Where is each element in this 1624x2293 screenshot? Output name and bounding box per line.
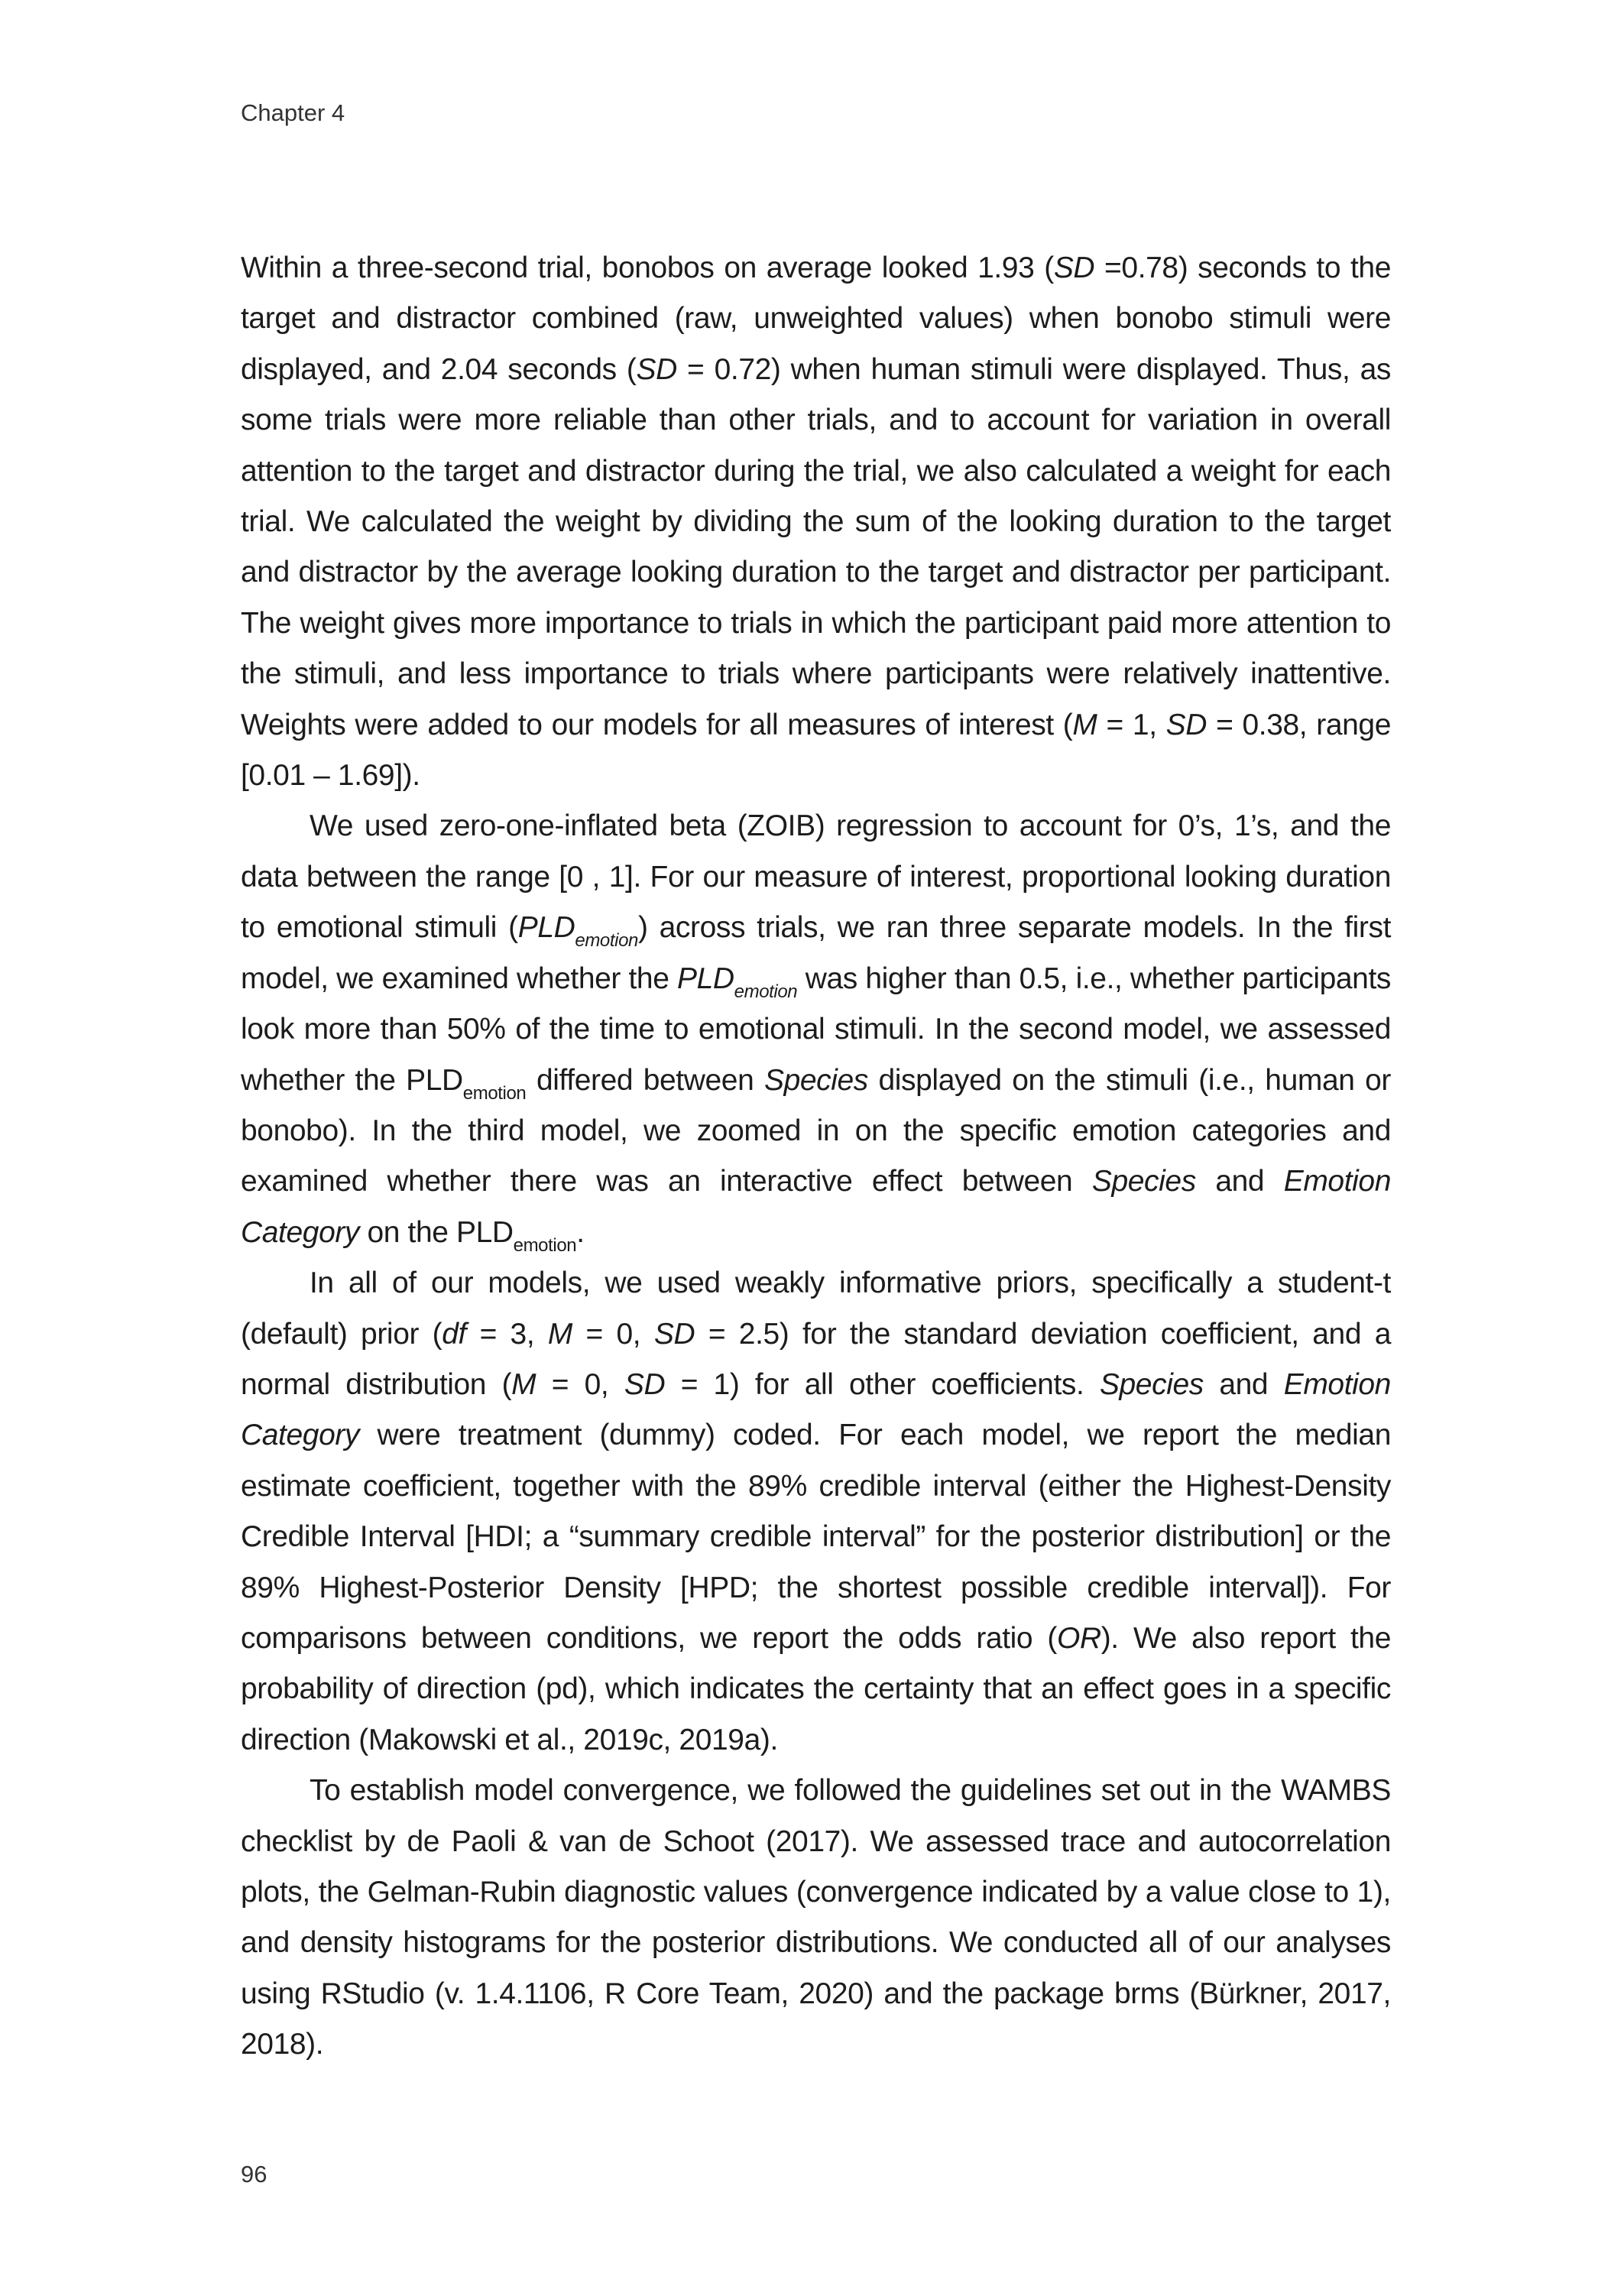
text-run: on the PLD xyxy=(359,1215,514,1249)
text-run: = 1) for all other coefficients. xyxy=(665,1367,1100,1401)
text-run: differed between xyxy=(526,1063,764,1097)
text-run: Within a three-second trial, bonobos on average looked 1.93 ( xyxy=(241,251,1054,284)
text-run: =0.78) seconds to the target and distractor combined (raw, unweighted values) when bonobo stimuli were displayed, and 2.04 seconds ( xyxy=(241,251,1391,386)
paragraph-3 xyxy=(241,1258,1391,1766)
stat-symbol: M xyxy=(511,1367,536,1401)
text-run: and xyxy=(1195,1165,1284,1198)
variable-name: PLD xyxy=(517,911,575,945)
stat-symbol: df xyxy=(442,1317,466,1351)
paragraph-1 xyxy=(241,243,1391,801)
text-run: To establish model convergence, we followed the guidelines set out in the WAMBS checklist by de Paoli & van de Schoot (2017). We assessed trace and autocorrelation plots, the Gelman-Rubin diagnostic values (convergence indicated by a value close to 1), and density histograms for the posterior distributions. We conducted all of our analyses using RStudio (v. 1.4.1106, R Core Team, 2020) and the package brms (Bürkner, 2017, 2018). xyxy=(241,1774,1391,2061)
stat-symbol: SD xyxy=(1165,708,1207,741)
text-run: = 2.5) for the standard deviation coefficient, and a normal distribution ( xyxy=(241,1317,1391,1401)
factor-name: Species xyxy=(1091,1165,1196,1198)
text-run: = 0, xyxy=(572,1317,654,1351)
paragraph-4 xyxy=(241,1766,1391,2070)
body-text xyxy=(241,243,1391,2071)
subscript: emotion xyxy=(462,1082,527,1104)
subscript-text: emotion xyxy=(734,981,798,1002)
text-run: were treatment (dummy) coded. For each model, we report the median estimate coefficient, together with the 89% credible interval (either the Highest-Density Credible Interval [HDI; a “summary credible interval” for the posterior distribution] or the 89% Highest-Posterior Density [HPD; the shortest possible credible interval]). For comparisons between conditions, we report the odds ratio ( xyxy=(241,1419,1391,1655)
stat-symbol: SD xyxy=(624,1367,666,1401)
text-run: = 0, xyxy=(536,1367,624,1401)
stat-symbol: OR xyxy=(1057,1621,1101,1655)
factor-name: Emotion Category xyxy=(241,1367,1391,1452)
text-run: displayed on the stimuli (i.e., human or bonobo). In the third model, we zoomed in on the specific emotion categories and examined whether there was an interactive effect between xyxy=(241,1063,1391,1198)
text-run: = 1, xyxy=(1097,708,1166,741)
stat-symbol: SD xyxy=(653,1317,695,1351)
page-number: 96 xyxy=(241,2161,267,2188)
text-run: We used zero-one-inflated beta (ZOIB) regression to account for 0’s, 1’s, and the data between the range [0 , 1]. For our measure of interest, proportional looking duration to emotional stimuli ( xyxy=(241,809,1391,945)
text-run: ). We also report the probability of direction (pd), which indicates the certainty that an effect goes in a specific direction (Makowski et al., 2019c, 2019a). xyxy=(241,1621,1391,1756)
factor-name: Species xyxy=(763,1063,868,1097)
text-run: . xyxy=(576,1215,585,1249)
text-run: In all of our models, we used weakly informative priors, specifically a student-t (default) prior ( xyxy=(241,1267,1391,1351)
factor-name: Emotion Category xyxy=(241,1165,1391,1249)
stat-symbol: SD xyxy=(1053,251,1095,284)
paragraph-2 xyxy=(241,801,1391,1258)
subscript xyxy=(734,981,798,1002)
running-head: Chapter 4 xyxy=(241,99,345,126)
factor-name: Species xyxy=(1099,1367,1204,1401)
text-run: and xyxy=(1203,1367,1284,1401)
subscript xyxy=(575,930,638,951)
stat-symbol: SD xyxy=(636,352,677,386)
text-run: = 0.38, range [0.01 – 1.69]). xyxy=(241,708,1391,793)
subscript: emotion xyxy=(513,1234,577,1256)
variable-name: PLD xyxy=(676,962,734,995)
text-run: = 3, xyxy=(466,1317,548,1351)
text-run: was higher than 0.5, i.e., whether participants look more than 50% of the time to emotional stimuli. In the second model, we assessed whether the PLD xyxy=(241,962,1391,1097)
stat-symbol: M xyxy=(547,1317,572,1351)
stat-symbol: M xyxy=(1072,708,1097,741)
subscript-text: emotion xyxy=(575,930,638,952)
text-run: = 0.72) when human stimuli were displayed. Thus, as some trials were more reliable than other trials, and to account for variation in overall attention to the target and distractor during the trial, we also calculated a weight for each trial. We calculated the weight by dividing the sum of the looking duration to the target and distractor by the average looking duration to the target and distractor per participant. The weight gives more importance to trials in which the participant paid more attention to the stimuli, and less importance to trials where participants were relatively inattentive. Weights were added to our models for all measures of interest ( xyxy=(241,352,1391,741)
text-run: ) across trials, we ran three separate models. In the first model, we examined whether the xyxy=(241,911,1392,995)
